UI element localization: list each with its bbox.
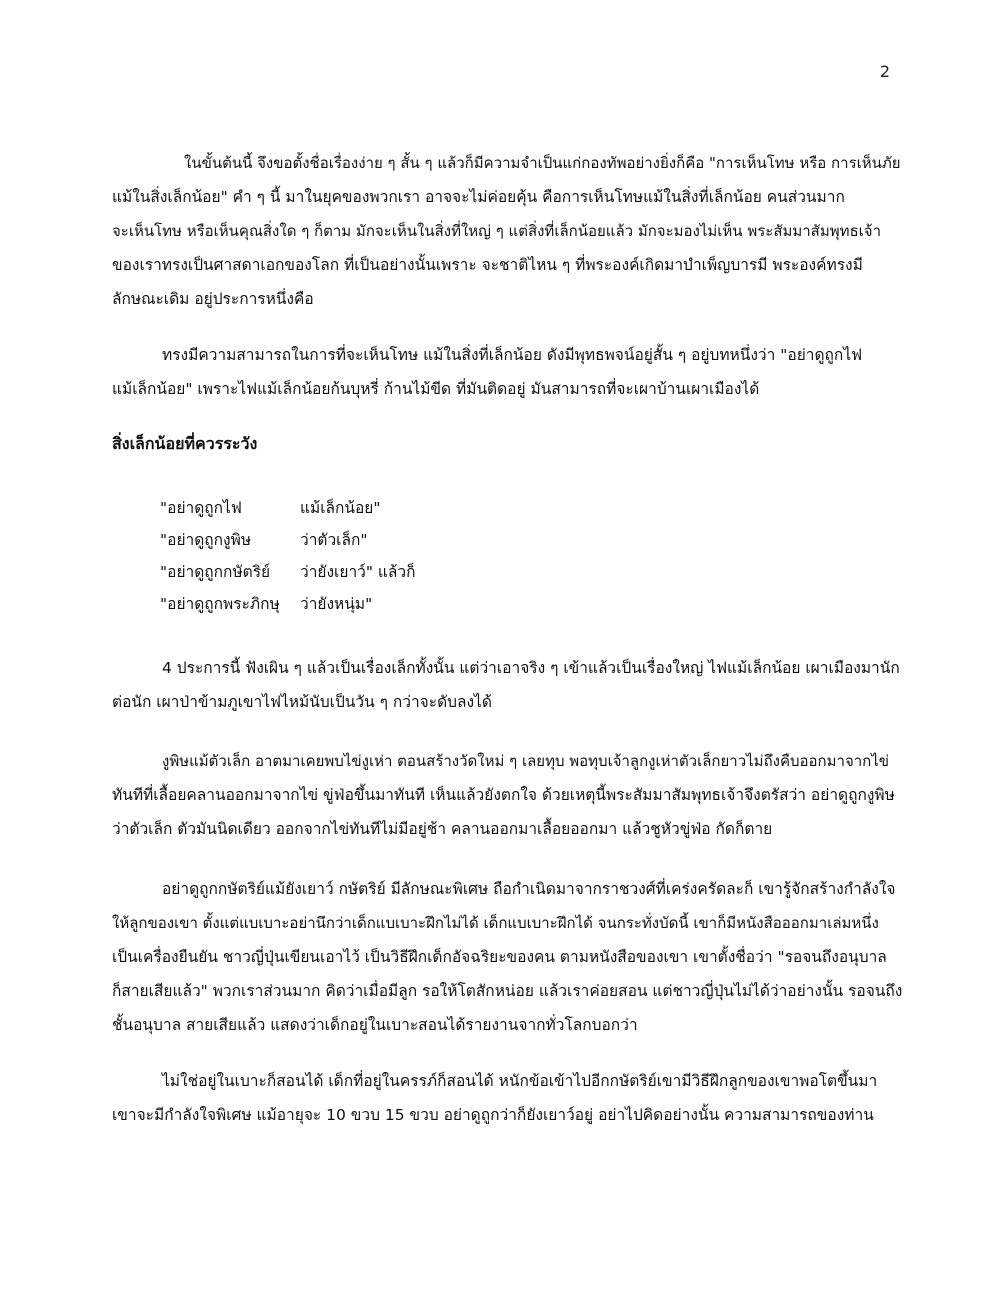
paragraph-line: เขาจะมีกำลังใจพิเศษ แม้อายุจะ 10 ขวบ 15 ขวบ อย่าดูถูกว่าก็ยังเยาว์อยู่ อย่าไปคิดอย่างนั้น ความสามารถของท่าน (112, 1106, 874, 1124)
paragraph-line: ชั้นอนุบาล สายเสียแล้ว แสดงว่าเด็กอยู่ในเบาะสอนได้รายงานจากทั่วโลกบอกว่า (112, 1016, 638, 1034)
list-item (160, 524, 415, 556)
paragraph-intro (112, 146, 902, 316)
paragraph-line: เป็นเครื่องยืนยัน ชาวญี่ปุ่นเขียนเอาไว้ เป็นวิธีฝึกเด็กอัจฉริยะของคน ตามหนังสือของเขา เขาตั้งชื่อว่า "รอจนถึงอนุบาล (112, 948, 887, 966)
paragraph-line: ของเราทรงเป็นศาสดาเอกของโลก ที่เป็นอย่างนั้นเพราะ จะชาติไหน ๆ ที่พระองค์เกิดมาบำเพ็ญบารมี พระองค์ทรงมี (112, 256, 863, 274)
list-item-right: ว่ายังหนุ่ม" (300, 595, 373, 613)
paragraph-king (112, 872, 902, 1042)
list-item-left: "อย่าดูถูกกษัตริย์ (160, 563, 271, 581)
list-item (160, 492, 415, 524)
paragraph-line: ไม่ใช่อยู่ในเบาะก็สอนได้ เด็กที่อยู่ในครรภ์ก็สอนได้ หนักข้อเข้าไปอีกกษัตริย์เขามีวิธีฝึกลูกของเขาพอโตขึ้นมา (162, 1072, 878, 1090)
paragraph-line: แม้เล็กน้อย" เพราะไฟแม้เล็กน้อยก้นบุหรี่ ก้านไม้ขีด ที่มันติดอยู่ มันสามารถที่จะเผาบ้านเผาเมืองได้ (112, 380, 760, 398)
paragraph-line: ทรงมีความสามารถในการที่จะเห็นโทษ แม้ในสิ่งที่เล็กน้อย ดังมีพุทธพจน์อยู่สั้น ๆ อยู่บทหนึ่งว่า "อย่าดูถูกไฟ (162, 346, 863, 364)
list-item (160, 556, 415, 588)
paragraph-womb (112, 1064, 902, 1132)
paragraph-line: ก็สายเสียแล้ว" พวกเราส่วนมาก คิดว่าเมื่อมีลูก รอให้โตสักหน่อย แล้วเราค่อยสอน แต่ชาวญี่ปุ่นไม่ได้ว่าอย่างนั้น รอจนถึง (112, 982, 903, 1000)
paragraph-line: จะเห็นโทษ หรือเห็นคุณสิ่งใด ๆ ก็ตาม มักจะเห็นในสิ่งที่ใหญ่ ๆ แต่สิ่งที่เล็กน้อยแล้ว มักจะมองไม่เห็น พระสัมมาสัมพุทธเจ้า (112, 222, 881, 240)
paragraph-line: ว่าตัวเล็ก ตัวมันนิดเดียว ออกจากไข่ทันทีไม่มีอยู่ช้า คลานออกมาเลื้อยออกมา แล้วชูหัวขู่ฟ่อ กัดก็ตาย (112, 820, 773, 838)
paragraph-line: 4 ประการนี้ ฟังเผิน ๆ แล้วเป็นเรื่องเล็กทั้งนั้น แต่ว่าเอาจริง ๆ เข้าแล้วเป็นเรื่องใหญ่ ไฟแม้เล็กน้อย เผาเมืองมานัก (162, 659, 900, 677)
paragraph-line: ลักษณะเดิม อยู่ประการหนึ่งคือ (112, 290, 314, 308)
list-item-right: แม้เล็กน้อย" (300, 499, 381, 517)
paragraph-snake (112, 744, 902, 846)
paragraph-line: ต่อนัก เผาป่าข้ามภูเขาไฟไหม้นับเป็นวัน ๆ กว่าจะดับลงได้ (112, 693, 492, 711)
caution-list (160, 492, 415, 620)
paragraph-line: ในขั้นต้นนี้ จึงขอตั้งชื่อเรื่องง่าย ๆ สั้น ๆ แล้วก็มีความจำเป็นแก่กองทัพอย่างยิ่งก็คือ "การเห็นโทษ หรือ การเห็นภัย (184, 154, 901, 172)
list-item-right: ว่าตัวเล็ก" (300, 531, 368, 549)
paragraph-line: แม้ในสิ่งเล็กน้อย" คำ ๆ นี้ มาในยุคของพวกเรา อาจจะไม่ค่อยคุ้น คือการเห็นโทษแม้ในสิ่งที่เล็กน้อย คนส่วนมาก (112, 188, 845, 206)
paragraph-fire (112, 338, 902, 406)
paragraph-four-things (112, 651, 902, 719)
page-number: 2 (879, 62, 890, 81)
list-item-left: "อย่าดูถูกพระภิกษุ (160, 595, 280, 613)
paragraph-line: ให้ลูกของเขา ตั้งแต่แบเบาะอย่านึกว่าเด็กแบเบาะฝึกไม่ได้ เด็กแบเบาะฝึกได้ จนกระทั่งบัดนี้ เขาก็มีหนังสือออกมาเล่มหนึ่ง (112, 914, 879, 932)
paragraph-line: อย่าดูถูกกษัตริย์แม้ยังเยาว์ กษัตริย์ มีลักษณะพิเศษ ถือกำเนิดมาจากราชวงศ์ที่เคร่งครัดละก็ เขารู้จักสร้างกำลังใจ (162, 880, 896, 898)
list-item-left: "อย่าดูถูกงูพิษ (160, 531, 252, 549)
section-heading: สิ่งเล็กน้อยที่ควรระวัง (112, 434, 258, 453)
paragraph-line: งูพิษแม้ตัวเล็ก อาตมาเคยพบไข่งูเห่า ตอนสร้างวัดใหม่ ๆ เลยทุบ พอทุบเจ้าลูกงูเห่าตัวเล็กยาวไม่ถึงคืบออกมาจากไข่ (162, 752, 890, 770)
list-item-right: ว่ายังเยาว์" แล้วก็ (300, 563, 416, 581)
list-item (160, 588, 415, 620)
paragraph-line: ทันทีที่เลื้อยคลานออกมาจากไข่ ขู่ฟ่อขึ้นมาทันที เห็นแล้วยังตกใจ ด้วยเหตุนี้พระสัมมาสัมพุทธเจ้าจึงตรัสว่า อย่าดูถูกงูพิษ (112, 786, 895, 804)
list-item-left: "อย่าดูถูกไฟ (160, 499, 242, 517)
